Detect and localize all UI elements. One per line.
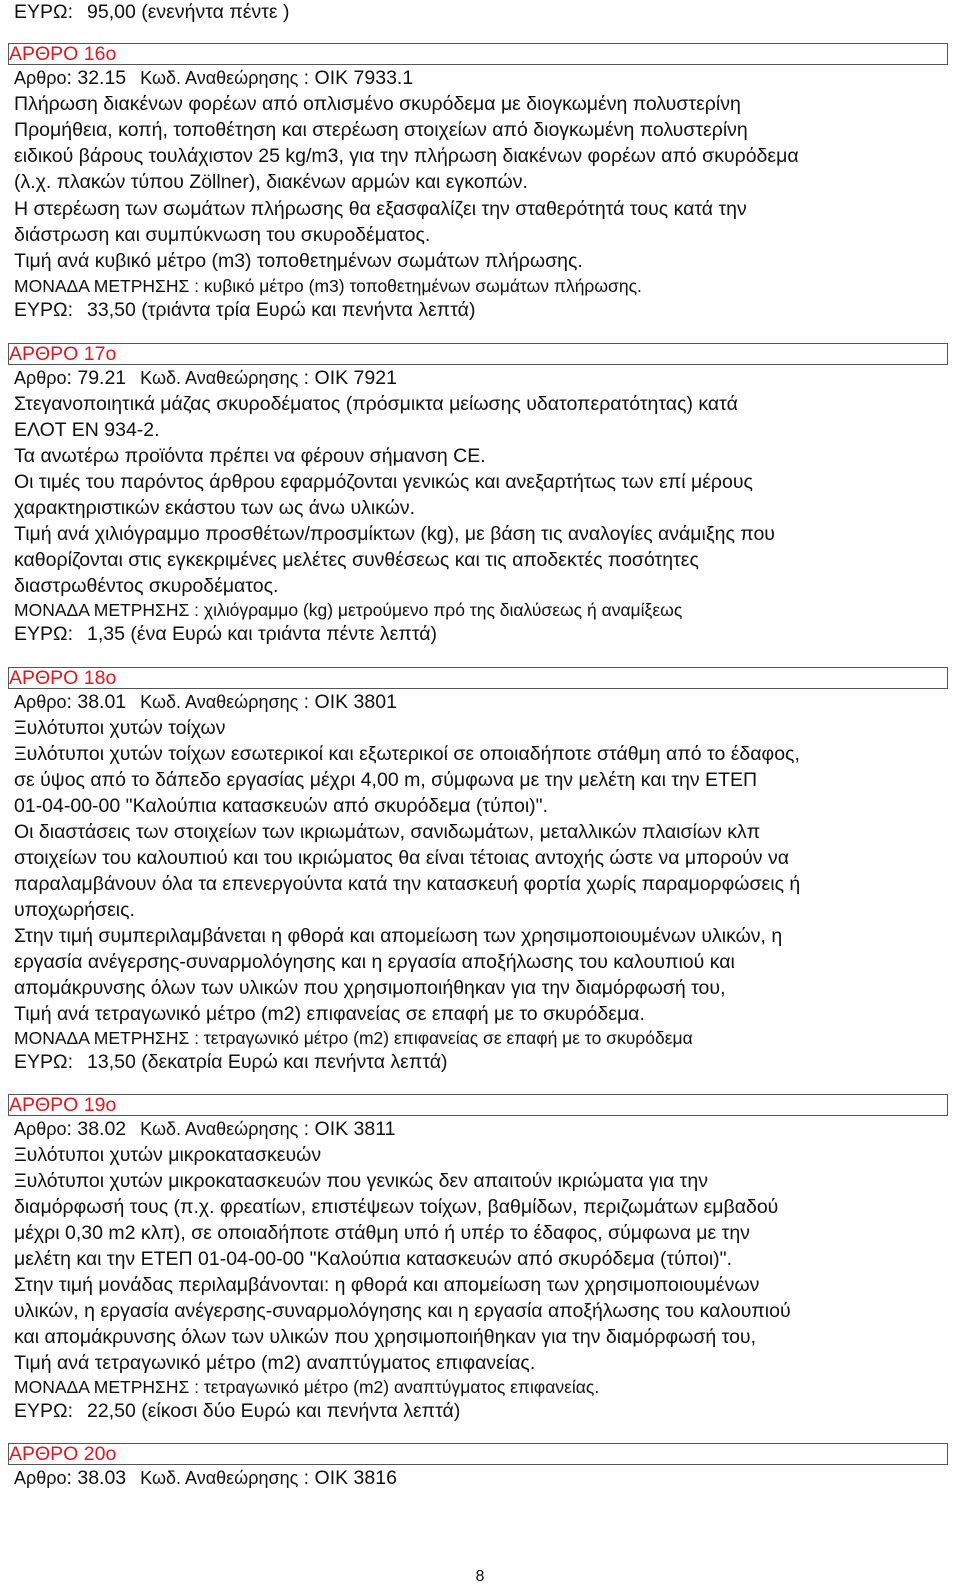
page-number: 8 bbox=[475, 1568, 485, 1585]
article-number: 38.01 bbox=[77, 691, 127, 713]
unit-line: ΜΟΝΑΔΑ ΜΕΤΡΗΣΗΣ : χιλιόγραμμο (kg) μετρούμενο πρό της διαλύσεως ή αναμίξεως bbox=[14, 600, 683, 620]
article-16-code-line: Αρθρο: 32.15 Κωδ. Αναθεώρησης : ΟΙΚ 7933.1 bbox=[14, 67, 414, 89]
code-rev-label: Κωδ. Αναθεώρησης bbox=[140, 692, 299, 712]
arthro-label: Αρθρο bbox=[14, 68, 67, 88]
unit-value: κυβικό μέτρο (m3) τοποθετημένων σωμάτων πλήρωσης. bbox=[203, 276, 642, 296]
article-19-heading bbox=[8, 1094, 948, 1116]
article-heading-text: ΑΡΘΡΟ 16ο bbox=[9, 43, 117, 65]
body-line: διάστρωση και συμπύκνωση του σκυροδέματος. bbox=[14, 224, 431, 246]
article-heading-text: ΑΡΘΡΟ 20ο bbox=[9, 1443, 117, 1465]
article-code: ΟΙΚ 3811 bbox=[314, 1118, 396, 1140]
unit-value: τετραγωνικό μέτρο (m2) αναπτύγματος επιφανείας. bbox=[203, 1377, 600, 1397]
body-line: και απομάκρυνσης όλων των υλικών που χρησιμοποιήθηκαν για την διαμόρφωσή του, bbox=[14, 1326, 757, 1348]
article-code: ΟΙΚ 7933.1 bbox=[314, 67, 414, 89]
article-number: 32.15 bbox=[77, 67, 127, 89]
body-line: διαστρωθέντος σκυροδέματος. bbox=[14, 575, 279, 597]
unit-value: τετραγωνικό μέτρο (m2) επιφανείας σε επαφή με το σκυρόδεμα bbox=[203, 1028, 693, 1048]
body-line: 01-04-00-00 "Καλούπια κατασκευών από σκυρόδεμα (τύποι)". bbox=[14, 795, 548, 817]
body-line: Ξυλότυποι χυτών τοίχων bbox=[14, 717, 226, 739]
euro-line-top bbox=[14, 0, 290, 24]
body-line: Τιμή ανά χιλιόγραμμο προσθέτων/προσμίκτων (kg), με βάση τις αναλογίες ανάμιξης που bbox=[14, 523, 775, 545]
code-rev-label: Κωδ. Αναθεώρησης bbox=[140, 68, 299, 88]
euro-value: 13,50 (δεκατρία Ευρώ και πενήντα λεπτά) bbox=[87, 1051, 448, 1073]
arthro-label: Αρθρο bbox=[14, 368, 67, 388]
body-line: Τιμή ανά κυβικό μέτρο (m3) τοποθετημένων σωμάτων πλήρωσης. bbox=[14, 250, 583, 272]
body-line: στοιχείων του καλουπιού και του ικριώματος θα είναι τέτοιας αντοχής ώστε να μπορούν να bbox=[14, 847, 789, 869]
monada-label: ΜΟΝΑΔΑ ΜΕΤΡΗΣΗΣ bbox=[14, 1377, 190, 1397]
body-line: (λ.χ. πλακών τύπου Zöllner), διακένων αρμών και εγκοπών. bbox=[14, 171, 528, 193]
euro-line bbox=[14, 622, 437, 646]
body-line: χαρακτηριστικών εκάστου των ως άνω υλικών. bbox=[14, 497, 416, 519]
euro-label: ΕΥΡΩ: bbox=[14, 1, 74, 23]
article-number: 38.03 bbox=[77, 1467, 127, 1489]
article-number: 38.02 bbox=[77, 1118, 127, 1140]
body-line: μελέτη και την ΕΤΕΠ 01-04-00-00 "Καλούπια κατασκευών από σκυρόδεμα (τύποι)". bbox=[14, 1248, 732, 1270]
monada-label: ΜΟΝΑΔΑ ΜΕΤΡΗΣΗΣ bbox=[14, 1028, 190, 1048]
euro-label: ΕΥΡΩ: bbox=[14, 623, 74, 645]
article-heading-text: ΑΡΘΡΟ 19ο bbox=[9, 1094, 117, 1116]
monada-label: ΜΟΝΑΔΑ ΜΕΤΡΗΣΗΣ bbox=[14, 276, 190, 296]
body-line: καθορίζονται στις εγκεκριμένες μελέτες συνθέσεως και τις αποδεκτές ποσότητες bbox=[14, 549, 699, 571]
body-line: Ξυλότυποι χυτών τοίχων εσωτερικοί και εξωτερικοί σε οποιαδήποτε στάθμη από το έδαφος, bbox=[14, 743, 800, 765]
body-line: Τα ανωτέρω προϊόντα πρέπει να φέρουν σήμανση CE. bbox=[14, 445, 486, 467]
article-17-heading bbox=[8, 343, 948, 365]
body-line: ΕΛΟΤ ΕΝ 934-2. bbox=[14, 419, 160, 441]
body-line: Στεγανοποιητικά μάζας σκυροδέματος (πρόσμικτα μείωσης υδατοπερατότητας) κατά bbox=[14, 393, 738, 415]
code-rev-label: Κωδ. Αναθεώρησης bbox=[140, 368, 299, 388]
euro-value: 22,50 (είκοσι δύο Ευρώ και πενήντα λεπτά) bbox=[87, 1400, 461, 1422]
body-line: Προμήθεια, κοπή, τοποθέτηση και στερέωση στοιχείων από διογκωμένη πολυστερίνη bbox=[14, 119, 748, 141]
body-line: υλικών, η εργασία ανέγερσης-συναρμολόγησης και η εργασία αποξήλωσης του καλουπιού bbox=[14, 1300, 791, 1322]
body-line: απομάκρυνσης όλων των υλικών που χρησιμοποιήθηκαν για την διαμόρφωσή του, bbox=[14, 977, 726, 999]
article-17-code-line: Αρθρο: 79.21 Κωδ. Αναθεώρησης : ΟΙΚ 7921 bbox=[14, 367, 397, 389]
monada-label: ΜΟΝΑΔΑ ΜΕΤΡΗΣΗΣ bbox=[14, 600, 190, 620]
code-rev-label: Κωδ. Αναθεώρησης bbox=[140, 1119, 299, 1139]
body-line: Στην τιμή μονάδας περιλαμβάνονται: η φθορά και απομείωση των χρησιμοποιουμένων bbox=[14, 1274, 760, 1296]
body-line: Οι διαστάσεις των στοιχείων των ικριωμάτων, σανιδωμάτων, μεταλλικών πλαισίων κλπ bbox=[14, 821, 761, 843]
euro-line bbox=[14, 298, 475, 322]
code-rev-label: Κωδ. Αναθεώρησης bbox=[140, 1468, 299, 1488]
body-line: Η στερέωση των σωμάτων πλήρωσης θα εξασφαλίζει την σταθερότητά τους κατά την bbox=[14, 198, 747, 220]
body-line: παραλαμβάνουν όλα τα επενεργούντα κατά την κατασκευή φορτία χωρίς παραμορφώσεις ή bbox=[14, 873, 801, 895]
body-line: Ξυλότυποι χυτών μικροκατασκευών bbox=[14, 1144, 322, 1166]
article-code: ΟΙΚ 3801 bbox=[314, 691, 397, 713]
body-line: ειδικού βάρους τουλάχιστον 25 kg/m3, για την πλήρωση διακένων φορέων από σκυρόδεμα bbox=[14, 145, 799, 167]
euro-value: 1,35 (ένα Ευρώ και τριάντα πέντε λεπτά) bbox=[87, 623, 438, 645]
article-heading-text: ΑΡΘΡΟ 17ο bbox=[9, 343, 117, 365]
euro-line bbox=[14, 1399, 460, 1423]
article-code: ΟΙΚ 7921 bbox=[314, 367, 397, 389]
unit-line: ΜΟΝΑΔΑ ΜΕΤΡΗΣΗΣ : τετραγωνικό μέτρο (m2) επιφανείας σε επαφή με το σκυρόδεμα bbox=[14, 1028, 693, 1048]
arthro-label: Αρθρο bbox=[14, 1468, 67, 1488]
article-18-heading bbox=[8, 667, 948, 689]
euro-label: ΕΥΡΩ: bbox=[14, 299, 74, 321]
body-line: υποχωρήσεις. bbox=[14, 899, 135, 921]
body-line: Τιμή ανά τετραγωνικό μέτρο (m2) αναπτύγματος επιφανείας. bbox=[14, 1352, 536, 1374]
euro-label: ΕΥΡΩ: bbox=[14, 1051, 74, 1073]
body-line: μέχρι 0,30 m2 κλπ), σε οποιαδήποτε στάθμη υπό ή υπέρ το έδαφος, σύμφωνα με την bbox=[14, 1222, 750, 1244]
body-line: εργασία ανέγερσης-συναρμολόγησης και η εργασία αποξήλωσης του καλουπιού και bbox=[14, 951, 735, 973]
body-line: Ξυλότυποι χυτών μικροκατασκευών που γενικώς δεν απαιτούν ικριώματα για την bbox=[14, 1170, 708, 1192]
article-heading-text: ΑΡΘΡΟ 18ο bbox=[9, 667, 117, 689]
euro-line bbox=[14, 1050, 448, 1074]
body-line: Στην τιμή συμπεριλαμβάνεται η φθορά και απομείωση των χρησιμοποιουμένων υλικών, η bbox=[14, 925, 783, 947]
article-19-code-line: Αρθρο: 38.02 Κωδ. Αναθεώρησης : ΟΙΚ 3811 bbox=[14, 1118, 396, 1140]
body-line: Πλήρωση διακένων φορέων από οπλισμένο σκυρόδεμα με διογκωμένη πολυστερίνη bbox=[14, 93, 741, 115]
body-line: Τιμή ανά τετραγωνικό μέτρο (m2) επιφανείας σε επαφή με το σκυρόδεμα. bbox=[14, 1003, 645, 1025]
unit-line: ΜΟΝΑΔΑ ΜΕΤΡΗΣΗΣ : τετραγωνικό μέτρο (m2) αναπτύγματος επιφανείας. bbox=[14, 1377, 600, 1397]
article-20-code-line: Αρθρο: 38.03 Κωδ. Αναθεώρησης : ΟΙΚ 3816 bbox=[14, 1467, 397, 1489]
article-20-heading bbox=[8, 1443, 948, 1465]
arthro-label: Αρθρο bbox=[14, 692, 67, 712]
unit-line: ΜΟΝΑΔΑ ΜΕΤΡΗΣΗΣ : κυβικό μέτρο (m3) τοποθετημένων σωμάτων πλήρωσης. bbox=[14, 276, 642, 296]
euro-value: 33,50 (τριάντα τρία Ευρώ και πενήντα λεπτά) bbox=[87, 299, 476, 321]
body-line: Οι τιμές του παρόντος άρθρου εφαρμόζονται γενικώς και ανεξαρτήτως των επί μέρους bbox=[14, 471, 753, 493]
euro-value: 95,00 (ενενήντα πέντε ) bbox=[87, 1, 290, 23]
article-number: 79.21 bbox=[77, 367, 127, 389]
body-line: διαμόρφωσή τους (π.χ. φρεατίων, επιστέψεων τοίχων, βαθμίδων, περιζωμάτων εμβαδού bbox=[14, 1196, 779, 1218]
euro-label: ΕΥΡΩ: bbox=[14, 1400, 74, 1422]
unit-value: χιλιόγραμμο (kg) μετρούμενο πρό της διαλύσεως ή αναμίξεως bbox=[203, 600, 683, 620]
article-18-code-line: Αρθρο: 38.01 Κωδ. Αναθεώρησης : ΟΙΚ 3801 bbox=[14, 691, 397, 713]
arthro-label: Αρθρο bbox=[14, 1119, 67, 1139]
body-line: σε ύψος από το δάπεδο εργασίας μέχρι 4,00 m, σύμφωνα με την μελέτη και την ΕΤΕΠ bbox=[14, 769, 758, 791]
article-code: ΟΙΚ 3816 bbox=[314, 1467, 397, 1489]
article-16-heading bbox=[8, 43, 948, 65]
